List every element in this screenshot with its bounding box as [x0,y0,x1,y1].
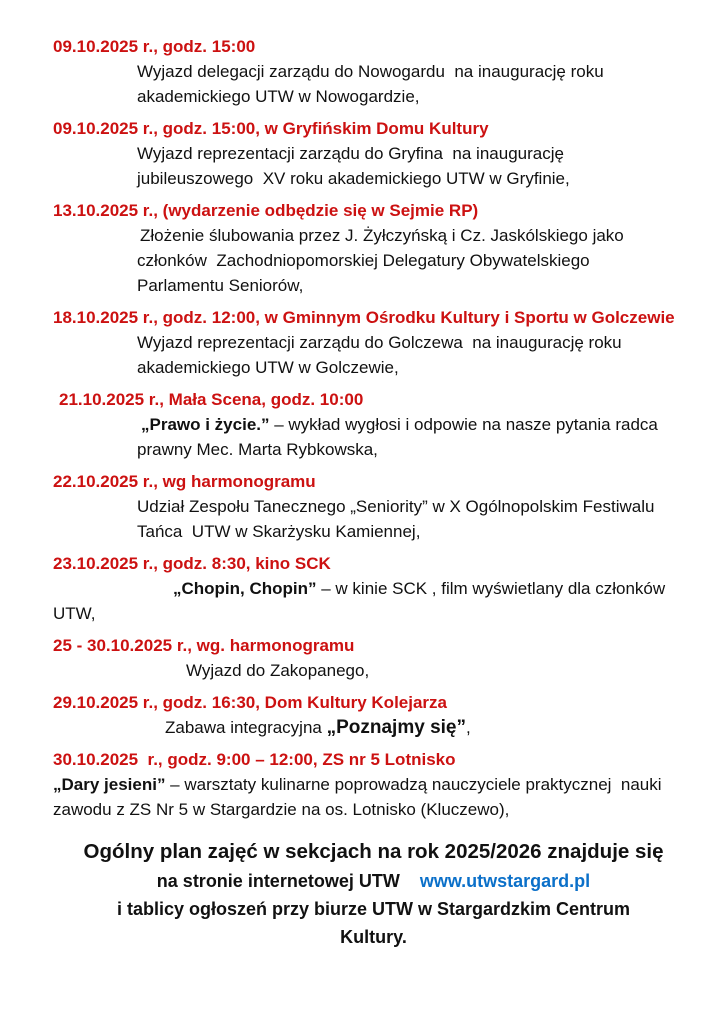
footer-line [53,923,694,951]
event-date: 21.10.2025 r., Mała Scena, godz. 10:00 [59,390,364,409]
body-text: akademickiego UTW w Golczewie, [137,358,399,377]
event-line [53,437,694,462]
emphasis-text: „Dary jesieni” [53,775,166,794]
footer-line [53,895,694,923]
footer-line [53,836,694,867]
event-list [53,34,694,822]
event-line [53,658,694,683]
event-entry [53,387,694,462]
emphasis-text: „Prawo i życie.” [141,415,270,434]
event-line [53,166,694,191]
event-date: 30.10.2025 r., godz. 9:00 – 12:00, ZS nr 5 Lotnisko [53,750,456,769]
event-line [53,715,694,740]
event-line [53,84,694,109]
body-text: Ogólny plan zajęć w sekcjach na rok 2025/2026 znajduje się [83,840,664,863]
event-line [53,273,694,298]
event-entry [53,690,694,740]
body-text: Udział Zespołu Tanecznego „Seniority” w X Ogólnopolskim Festiwalu [137,497,655,516]
event-line [53,772,694,797]
footer-note [53,836,694,951]
event-line [53,248,694,273]
event-date: 25 - 30.10.2025 r., wg. harmonogramu [53,636,355,655]
body-text: Zabawa integracyjna [165,718,327,737]
body-text: – wykład wygłosi i odpowie na nasze pytania radca [269,415,658,434]
event-entry [53,747,694,822]
website-link[interactable]: www.utwstargard.pl [419,871,591,891]
event-line [53,797,694,822]
event-entry [53,469,694,544]
event-entry [53,198,694,298]
event-entry [53,305,694,380]
event-entry [53,34,694,109]
event-date: 09.10.2025 r., godz. 15:00 [53,37,256,56]
body-text: – w kinie SCK , film wyświetlany dla członków [316,579,666,598]
emphasis-text: „Poznajmy się” [326,717,466,738]
event-line [53,330,694,355]
body-text: i tablicy ogłoszeń przy biurze UTW w Stargardzkim Centrum [116,899,631,919]
body-text: , [465,718,471,737]
body-text: zawodu z ZS Nr 5 w Stargardzie na os. Lotnisko (Kluczewo), [53,800,510,819]
body-text: Wyjazd do Zakopanego, [186,661,370,680]
body-text: Wyjazd reprezentacji zarządu do Golczewa na inaugurację roku [137,333,622,352]
event-entry [53,116,694,191]
body-text: jubileuszowego XV roku akademickiego UTW w Gryfinie, [137,169,570,188]
body-text: Wyjazd delegacji zarządu do Nowogardu na inaugurację roku [137,62,604,81]
body-text: akademickiego UTW w Nowogardzie, [137,87,420,106]
event-line [53,141,694,166]
event-entry [53,551,694,626]
event-date: 13.10.2025 r., (wydarzenie odbędzie się w Sejmie RP) [53,201,479,220]
event-line [53,223,694,248]
event-line [53,519,694,544]
body-text: Parlamentu Seniorów, [137,276,304,295]
event-line [53,59,694,84]
body-text: UTW, [53,604,96,623]
body-text: Wyjazd reprezentacji zarządu do Gryfina na inaugurację [137,144,564,163]
event-date: 09.10.2025 r., godz. 15:00, w Gryfińskim Domu Kultury [53,119,489,138]
emphasis-text: „Chopin, Chopin” [173,579,317,598]
event-date: 29.10.2025 r., godz. 16:30, Dom Kultury Kolejarza [53,693,447,712]
event-line [53,601,694,626]
event-line [53,355,694,380]
event-line [53,412,694,437]
event-line [53,494,694,519]
body-text: Złożenie ślubowania przez J. Żyłczyńską i Cz. Jaskólskiego jako [140,226,624,245]
body-text: – warsztaty kulinarne poprowadzą nauczyciele praktycznej nauki [165,775,662,794]
event-entry [53,633,694,683]
body-text: prawny Mec. Marta Rybkowska, [137,440,378,459]
footer-line [53,867,694,895]
body-text: Kultury. [340,927,407,947]
body-text: członków Zachodniopomorskiej Delegatury Obywatelskiego [137,251,590,270]
event-date: 18.10.2025 r., godz. 12:00, w Gminnym Ośrodku Kultury i Sportu w Golczewie [53,308,675,327]
event-date: 23.10.2025 r., godz. 8:30, kino SCK [53,554,331,573]
event-line [53,576,694,601]
event-date: 22.10.2025 r., wg harmonogramu [53,472,316,491]
body-text: na stronie internetowej UTW [156,871,420,891]
body-text: Tańca UTW w Skarżysku Kamiennej, [137,522,421,541]
